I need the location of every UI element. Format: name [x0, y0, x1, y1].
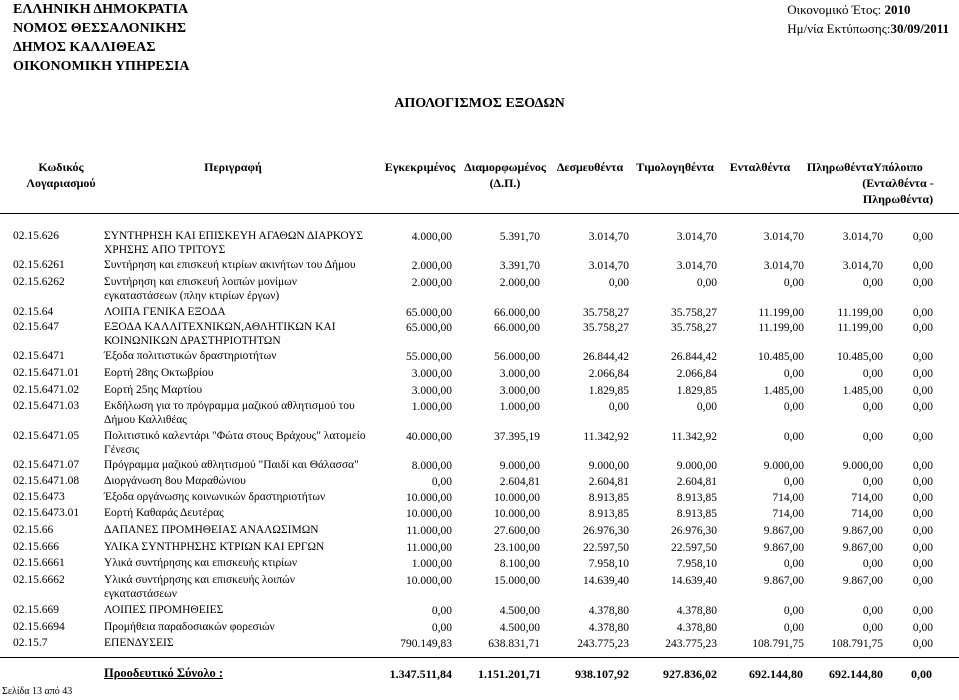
row-modified: 37.395,19	[494, 431, 540, 443]
row-approved: 65.000,00	[406, 307, 452, 319]
row-remaining: 0,00	[912, 575, 933, 587]
row-paid: 3.014,70	[842, 260, 883, 272]
row-ordered: 9.000,00	[763, 460, 804, 472]
row-modified: 8.100,00	[499, 558, 540, 570]
row-paid: 9.000,00	[842, 460, 883, 472]
footer-rule	[0, 657, 959, 658]
row-code: 02.15.6471.07	[13, 459, 80, 471]
row-approved: 55.000,00	[406, 351, 452, 363]
row-approved: 10.000,00	[406, 492, 452, 504]
col-header-modified	[460, 159, 550, 191]
col-header-line: Κωδικός	[38, 160, 84, 174]
row-approved: 3.000,00	[411, 368, 452, 380]
report-meta	[787, 0, 949, 38]
row-committed: 3.014,70	[588, 260, 629, 272]
row-approved: 1.000,00	[411, 558, 452, 570]
row-remaining: 0,00	[912, 605, 933, 617]
row-approved: 8.000,00	[411, 460, 452, 472]
col-header-line: Τιμολογηθέντα	[636, 160, 714, 174]
row-desc: Έξοδα οργάνωσης κοινωνικών δραστηριοτήτων	[104, 491, 326, 503]
row-remaining: 0,00	[912, 260, 933, 272]
row-ordered: 0,00	[783, 476, 804, 488]
org-line: ΟΙΚΟΝΟΜΙΚΗ ΥΠΗΡΕΣΙΑ	[13, 59, 190, 74]
row-remaining: 0,00	[912, 351, 933, 363]
col-header-line: (Δ.Π.)	[489, 176, 521, 190]
row-approved: 11.000,00	[406, 542, 452, 554]
col-header-invoiced	[630, 159, 720, 175]
row-paid: 0,00	[862, 558, 883, 570]
row-ordered: 0,00	[783, 605, 804, 617]
row-modified: 66.000,00	[494, 307, 540, 319]
row-modified: 10.000,00	[494, 508, 540, 520]
row-approved: 2.000,00	[411, 277, 452, 289]
row-code: 02.15.7	[13, 637, 48, 649]
row-invoiced: 26.844,42	[671, 351, 717, 363]
print-date-label: Ημ/νία Εκτύπωσης:	[787, 21, 891, 36]
row-desc: Διοργάνωση 8ου Μαραθώνιου	[104, 475, 246, 487]
row-paid: 3.014,70	[842, 231, 883, 243]
row-modified: 27.600,00	[494, 525, 540, 537]
row-paid: 714,00	[851, 492, 883, 504]
row-committed: 8.913,85	[588, 492, 629, 504]
row-code: 02.15.6471.01	[13, 367, 80, 379]
row-modified: 56.000,00	[494, 351, 540, 363]
row-invoiced: 35.758,27	[671, 307, 717, 319]
row-desc: Πολιτιστικό καλεντάρι "Φώτα στους Βράχους" λατομείο Γένεσις	[104, 430, 366, 456]
row-ordered: 1.485,00	[763, 385, 804, 397]
row-committed: 14.639,40	[583, 575, 629, 587]
row-code: 02.15.669	[13, 604, 59, 616]
row-remaining: 0,00	[912, 542, 933, 554]
total-approved: 1.347.511,84	[389, 667, 452, 681]
row-committed: 1.829,85	[588, 385, 629, 397]
row-remaining: 0,00	[912, 460, 933, 472]
row-desc: ΕΠΕΝΔΥΣΕΙΣ	[104, 637, 174, 649]
row-invoiced: 4.378,80	[676, 605, 717, 617]
row-desc: Εκδήλωση για το πρόγραμμα μαζικού αθλητισμού του Δήμου Καλλιθέας	[104, 400, 355, 426]
row-approved: 2.000,00	[411, 260, 452, 272]
row-ordered: 9.867,00	[763, 542, 804, 554]
row-remaining: 0,00	[912, 525, 933, 537]
row-invoiced: 3.014,70	[676, 260, 717, 272]
row-committed: 11.342,92	[583, 431, 629, 443]
org-header	[13, 0, 189, 76]
row-ordered: 10.485,00	[758, 351, 804, 363]
row-code: 02.15.6661	[13, 557, 65, 569]
row-invoiced: 35.758,27	[671, 322, 717, 334]
row-desc: Υλικά συντήρησης και επισκευής κτιρίων	[104, 557, 298, 569]
report-title: ΑΠΟΛΟΓΙΣΜΟΣ ΕΞΟΔΩΝ	[394, 96, 565, 111]
total-invoiced: 927.836,02	[663, 667, 717, 681]
total-paid: 692.144,80	[829, 667, 883, 681]
row-invoiced: 14.639,40	[671, 575, 717, 587]
row-invoiced: 1.829,85	[676, 385, 717, 397]
row-remaining: 0,00	[912, 622, 933, 634]
row-code: 02.15.6473.01	[13, 507, 80, 519]
row-modified: 66.000,00	[494, 322, 540, 334]
col-header-line: Περιγραφή	[204, 160, 262, 174]
row-paid: 0,00	[862, 368, 883, 380]
row-code: 02.15.666	[13, 541, 59, 553]
row-paid: 10.485,00	[837, 351, 883, 363]
row-paid: 714,00	[851, 508, 883, 520]
row-committed: 2.604,81	[588, 476, 629, 488]
row-committed: 0,00	[608, 401, 629, 413]
row-code: 02.15.6662	[13, 574, 65, 586]
row-invoiced: 0,00	[696, 277, 717, 289]
col-header-line: Πληρωθέντα)	[862, 192, 934, 206]
row-code: 02.15.647	[13, 321, 59, 333]
row-remaining: 0,00	[912, 307, 933, 319]
row-invoiced: 4.378,80	[676, 622, 717, 634]
col-header-approved	[380, 159, 460, 175]
row-code: 02.15.6473	[13, 491, 65, 503]
row-approved: 0,00	[431, 622, 452, 634]
row-remaining: 0,00	[912, 277, 933, 289]
row-committed: 2.066,84	[588, 368, 629, 380]
row-paid: 11.199,00	[837, 307, 883, 319]
col-header-remaining	[848, 159, 948, 207]
row-committed: 9.000,00	[588, 460, 629, 472]
row-code: 02.15.64	[13, 306, 54, 318]
row-desc: Υλικά συντήρησης και επισκευής λοιπών εγκαταστάσεων	[104, 574, 295, 600]
row-code: 02.15.6471.08	[13, 475, 80, 487]
row-invoiced: 3.014,70	[676, 231, 717, 243]
row-remaining: 0,00	[912, 231, 933, 243]
row-paid: 0,00	[862, 277, 883, 289]
row-committed: 243.775,23	[577, 638, 629, 650]
row-ordered: 9.867,00	[763, 575, 804, 587]
header-rule	[0, 213, 959, 214]
row-approved: 10.000,00	[406, 575, 452, 587]
row-paid: 0,00	[862, 431, 883, 443]
row-ordered: 3.014,70	[763, 260, 804, 272]
col-header-committed	[550, 159, 630, 175]
row-paid: 9.867,00	[842, 575, 883, 587]
row-paid: 0,00	[862, 605, 883, 617]
row-ordered: 714,00	[772, 492, 804, 504]
row-ordered: 0,00	[783, 277, 804, 289]
row-desc: Πρόγραμμα μαζικού αθλητισμού "Παιδί και Θάλασσα"	[104, 459, 359, 471]
col-header-line: Διαμορφωμένος	[464, 160, 546, 174]
col-header-line: (Ενταλθέντα -	[862, 176, 934, 190]
row-paid: 0,00	[862, 401, 883, 413]
row-remaining: 0,00	[912, 401, 933, 413]
row-invoiced: 243.775,23	[665, 638, 717, 650]
total-modified: 1.151.201,71	[478, 667, 541, 681]
row-committed: 22.597,50	[583, 542, 629, 554]
row-ordered: 0,00	[783, 368, 804, 380]
row-paid: 108.791,75	[831, 638, 883, 650]
row-modified: 10.000,00	[494, 492, 540, 504]
total-ordered: 692.144,80	[749, 667, 803, 681]
row-desc: ΛΟΙΠΕΣ ΠΡΟΜΗΘΕΙΕΣ	[104, 604, 224, 616]
row-committed: 26.976,30	[583, 525, 629, 537]
fiscal-year-label: Οικονομικό Έτος:	[787, 2, 882, 17]
row-desc: ΛΟΙΠΑ ΓΕΝΙΚΑ ΕΞΟΔΑ	[104, 306, 226, 318]
row-committed: 4.378,80	[588, 622, 629, 634]
col-header-ordered	[720, 159, 800, 175]
row-code: 02.15.6471.05	[13, 430, 80, 442]
row-modified: 3.000,00	[499, 385, 540, 397]
row-approved: 790.149,83	[400, 638, 452, 650]
row-approved: 4.000,00	[411, 231, 452, 243]
row-desc: Συντήρηση και επισκευή λοιπών μονίμων εγκαταστάσεων (πλην κτιρίων έργων)	[104, 276, 297, 302]
row-invoiced: 8.913,85	[676, 492, 717, 504]
row-paid: 11.199,00	[837, 322, 883, 334]
row-approved: 1.000,00	[411, 401, 452, 413]
row-invoiced: 2.604,81	[676, 476, 717, 488]
row-modified: 1.000,00	[499, 401, 540, 413]
row-committed: 35.758,27	[583, 307, 629, 319]
running-total-label: Προοδευτικό Σύνολο :	[104, 666, 223, 680]
col-header-code	[16, 159, 106, 191]
row-modified: 2.604,81	[499, 476, 540, 488]
row-approved: 3.000,00	[411, 385, 452, 397]
row-remaining: 0,00	[912, 385, 933, 397]
row-code: 02.15.6471.02	[13, 384, 80, 396]
row-paid: 1.485,00	[842, 385, 883, 397]
row-paid: 0,00	[862, 476, 883, 488]
row-invoiced: 22.597,50	[671, 542, 717, 554]
row-code: 02.15.626	[13, 230, 59, 242]
col-header-line: Δεσμευθέντα	[556, 160, 624, 174]
total-remaining: 0,00	[911, 667, 932, 681]
row-desc: Έξοδα πολιτιστικών δραστηριοτήτων	[104, 350, 277, 362]
row-invoiced: 11.342,92	[671, 431, 717, 443]
row-code: 02.15.6471	[13, 350, 65, 362]
row-ordered: 11.199,00	[758, 322, 804, 334]
row-committed: 0,00	[608, 277, 629, 289]
row-invoiced: 2.066,84	[676, 368, 717, 380]
page-number: Σελίδα 13 από 43	[2, 686, 73, 697]
row-committed: 8.913,85	[588, 508, 629, 520]
row-invoiced: 26.976,30	[671, 525, 717, 537]
col-header-desc	[198, 159, 268, 175]
row-desc: Προμήθεια παραδοσιακών φορεσιών	[104, 621, 275, 633]
row-remaining: 0,00	[912, 476, 933, 488]
org-line: ΕΛΛΗΝΙΚΗ ΔΗΜΟΚΡΑΤΙΑ	[13, 2, 189, 17]
row-remaining: 0,00	[912, 492, 933, 504]
row-code: 02.15.6262	[13, 276, 65, 288]
row-invoiced: 7.958,10	[676, 558, 717, 570]
row-committed: 4.378,80	[588, 605, 629, 617]
row-ordered: 714,00	[772, 508, 804, 520]
row-remaining: 0,00	[912, 368, 933, 380]
row-code: 02.15.66	[13, 524, 54, 536]
row-remaining: 0,00	[912, 322, 933, 334]
row-desc: Συντήρηση και επισκευή κτιρίων ακινήτων του Δήμου	[104, 259, 356, 271]
row-ordered: 108.791,75	[752, 638, 804, 650]
row-desc: Εορτή Καθαράς Δευτέρας	[104, 507, 224, 519]
row-desc: ΔΑΠΑΝΕΣ ΠΡΟΜΗΘΕΙΑΣ ΑΝΑΛΩΣΙΜΩΝ	[104, 524, 319, 536]
row-modified: 2.000,00	[499, 277, 540, 289]
col-header-line: Εγκεκριμένος	[384, 160, 456, 174]
row-committed: 7.958,10	[588, 558, 629, 570]
row-modified: 15.000,00	[494, 575, 540, 587]
row-desc: Εορτή 28ης Οκτωβρίου	[104, 367, 214, 379]
row-remaining: 0,00	[912, 431, 933, 443]
row-invoiced: 0,00	[696, 401, 717, 413]
print-date-value: 30/09/2011	[890, 21, 949, 36]
row-ordered: 0,00	[783, 401, 804, 413]
row-desc: ΕΞΟΔΑ ΚΑΛΛΙΤΕΧΝΙΚΩΝ,ΑΘΛΗΤΙΚΩΝ ΚΑΙ ΚΟΙΝΩΝΙΚΩΝ ΔΡΑΣΤΗΡΙΟΤΗΤΩΝ	[104, 321, 336, 347]
row-paid: 9.867,00	[842, 542, 883, 554]
row-approved: 65.000,00	[406, 322, 452, 334]
org-line: ΝΟΜΟΣ ΘΕΣΣΑΛΟΝΙΚΗΣ	[13, 21, 187, 36]
row-ordered: 0,00	[783, 622, 804, 634]
row-remaining: 0,00	[912, 508, 933, 520]
row-approved: 10.000,00	[406, 508, 452, 520]
col-header-line: Υπόλοιπο	[873, 160, 923, 174]
org-line: ΔΗΜΟΣ ΚΑΛΛΙΘΕΑΣ	[13, 40, 156, 55]
col-header-line: Λογαριασμού	[26, 176, 96, 190]
col-header-line: Πληρωθέντα	[806, 160, 874, 174]
row-paid: 9.867,00	[842, 525, 883, 537]
row-ordered: 0,00	[783, 558, 804, 570]
row-desc: ΣΥΝΤΗΡΗΣΗ ΚΑΙ ΕΠΙΣΚΕΥΗ ΑΓΑΘΩΝ ΔΙΑΡΚΟΥΣ ΧΡΗΣΗΣ ΑΠΟ ΤΡΙΤΟΥΣ	[104, 230, 364, 256]
row-modified: 3.391,70	[499, 260, 540, 272]
row-modified: 9.000,00	[499, 460, 540, 472]
row-invoiced: 9.000,00	[676, 460, 717, 472]
row-approved: 11.000,00	[406, 525, 452, 537]
total-committed: 938.107,92	[575, 667, 629, 681]
row-code: 02.15.6471.03	[13, 400, 80, 412]
col-header-line: Ενταλθέντα	[729, 160, 791, 174]
row-remaining: 0,00	[912, 638, 933, 650]
row-committed: 26.844,42	[583, 351, 629, 363]
row-committed: 3.014,70	[588, 231, 629, 243]
row-modified: 5.391,70	[499, 231, 540, 243]
row-ordered: 11.199,00	[758, 307, 804, 319]
row-code: 02.15.6261	[13, 259, 65, 271]
row-approved: 0,00	[431, 476, 452, 488]
row-committed: 35.758,27	[583, 322, 629, 334]
row-desc: ΥΛΙΚΑ ΣΥΝΤΗΡΗΣΗΣ ΚΤΡΙΩΝ ΚΑΙ ΕΡΓΩΝ	[104, 541, 325, 553]
row-desc: Εορτή 25ης Μαρτίου	[104, 384, 203, 396]
row-remaining: 0,00	[912, 558, 933, 570]
row-paid: 0,00	[862, 622, 883, 634]
row-modified: 4.500,00	[499, 622, 540, 634]
row-modified: 4.500,00	[499, 605, 540, 617]
row-modified: 638.831,71	[488, 638, 540, 650]
row-approved: 0,00	[431, 605, 452, 617]
row-ordered: 3.014,70	[763, 231, 804, 243]
row-ordered: 9.867,00	[763, 525, 804, 537]
row-ordered: 0,00	[783, 431, 804, 443]
row-modified: 3.000,00	[499, 368, 540, 380]
row-approved: 40.000,00	[406, 431, 452, 443]
fiscal-year-value: 2010	[884, 2, 911, 17]
row-invoiced: 8.913,85	[676, 508, 717, 520]
row-modified: 23.100,00	[494, 542, 540, 554]
row-code: 02.15.6694	[13, 621, 65, 633]
